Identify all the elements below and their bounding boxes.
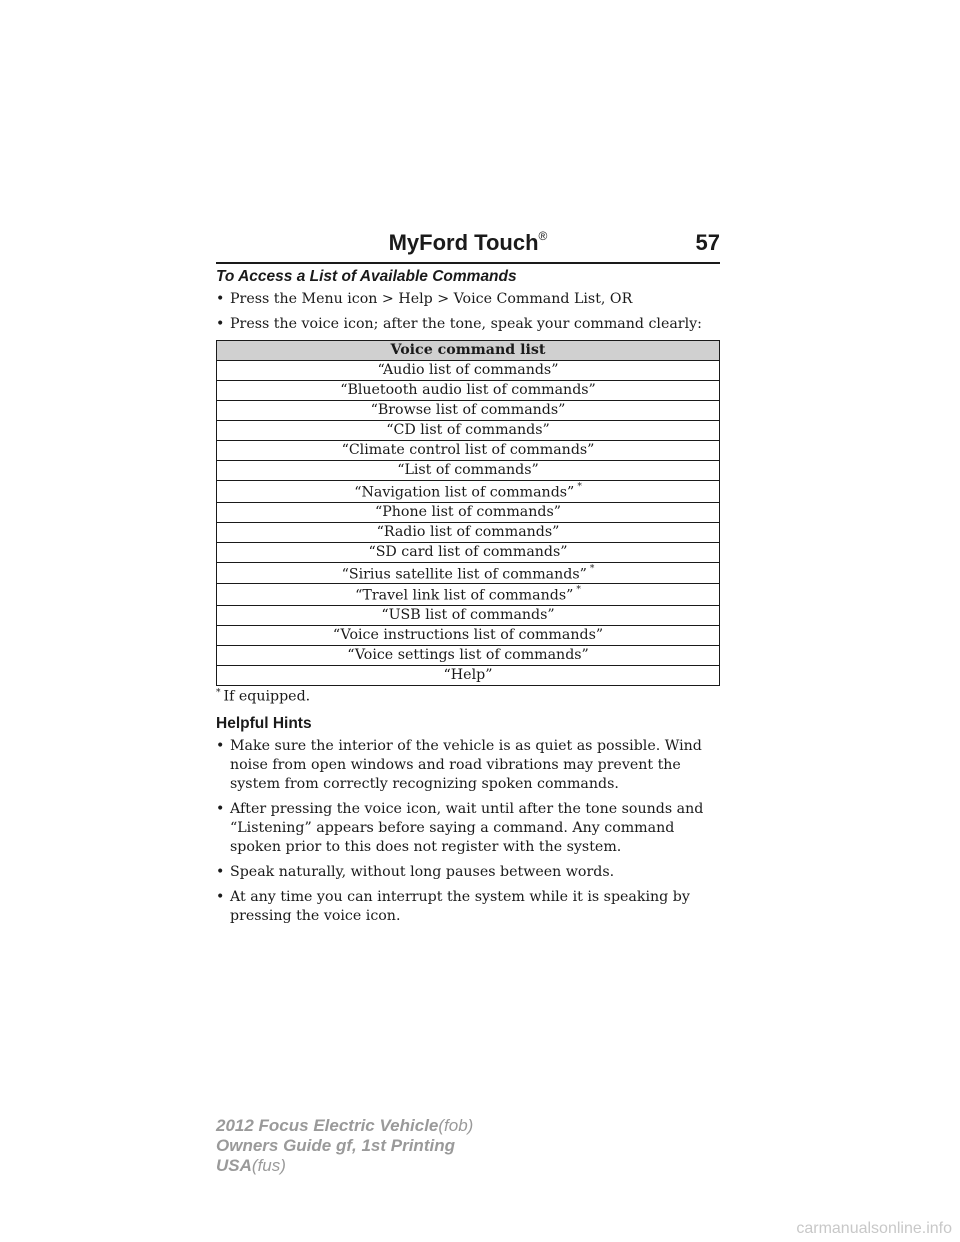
footer-guide: Owners Guide gf, 1st Printing [216, 1136, 455, 1155]
command-text: “Phone list of commands” [375, 503, 561, 520]
hints-bullet-list [216, 737, 720, 926]
command-text: “Audio list of commands” [377, 362, 559, 378]
table-row [217, 542, 720, 562]
footer-vehicle-code: (fob) [438, 1116, 474, 1135]
command-text: “Help” [443, 667, 493, 684]
table-cell [217, 542, 720, 562]
footer-line-3 [216, 1156, 473, 1176]
footer-market: USA [216, 1156, 252, 1175]
table-cell [217, 606, 720, 626]
command-text: “Voice settings list of commands” [347, 647, 589, 664]
table-row [217, 522, 720, 542]
list-item [216, 290, 720, 309]
bullet-text: Press the voice icon; after the tone, speak your command clearly: [230, 316, 702, 332]
table-row [217, 401, 720, 421]
table-row [217, 626, 720, 646]
page-footer [216, 1116, 473, 1176]
list-item [216, 737, 720, 794]
section-heading-commands: To Access a List of Available Commands [216, 268, 517, 285]
footer-line-1 [216, 1116, 473, 1136]
bullet-text: Make sure the interior of the vehicle is as quiet as possible. Wind noise from open windows and road vibrations may prevent the system from correctly recognizing spoken commands. [230, 737, 702, 792]
voice-command-table [216, 340, 720, 686]
table-row [217, 361, 720, 381]
page-content [216, 268, 720, 932]
table-cell [217, 522, 720, 542]
table-cell [217, 401, 720, 421]
section-heading-hints: Helpful Hints [216, 714, 312, 732]
bullet-icon: • [216, 888, 225, 905]
footer-vehicle: 2012 Focus Electric Vehicle [216, 1116, 439, 1135]
command-text: “Navigation list of commands” [354, 484, 575, 501]
table-cell [217, 626, 720, 646]
page-number: 57 [695, 230, 720, 255]
command-text: “Voice instructions list of commands” [332, 627, 604, 644]
footnote-mark: * [577, 482, 582, 492]
table-row [217, 481, 720, 503]
bullet-icon: • [216, 800, 225, 817]
command-text: “SD card list of commands” [368, 543, 568, 560]
table-row [217, 502, 720, 522]
footnote-mark: * [576, 585, 581, 596]
list-item [216, 800, 720, 857]
bullet-text: Speak naturally, without long pauses between words. [230, 863, 615, 880]
table-header: Voice command list [217, 341, 720, 361]
registered-mark: ® [538, 228, 548, 243]
command-text: “Sirius satellite list of commands” [341, 566, 587, 583]
voice-command-rows [217, 361, 720, 686]
bullet-text: Press the Menu icon > Help > Voice Command List, OR [230, 291, 633, 307]
table-cell [217, 646, 720, 666]
command-text: “Browse list of commands” [370, 402, 566, 418]
page-title [216, 230, 720, 256]
footer-market-code: (fus) [251, 1156, 286, 1175]
table-footnote [216, 688, 720, 705]
footnote-mark: * [216, 688, 221, 699]
bullet-icon: • [216, 737, 225, 754]
table-row [217, 606, 720, 626]
commands-bullet-list [216, 290, 720, 334]
table-row [217, 584, 720, 606]
bullet-text: After pressing the voice icon, wait until after the tone sounds and “Listening” appears before saying a command. Any command spoken prior to this does not register with the system. [230, 800, 704, 855]
footer-line-2 [216, 1136, 473, 1156]
table-cell [217, 421, 720, 441]
table-row [217, 381, 720, 401]
site-watermark: carmanualsonline.info [796, 1220, 952, 1237]
table-cell [217, 441, 720, 461]
footnote-text: If equipped. [223, 688, 311, 705]
footnote-mark: * [589, 563, 595, 574]
table-cell [217, 381, 720, 401]
command-text: “Radio list of commands” [376, 523, 560, 540]
table-row [217, 461, 720, 481]
bullet-text: At any time you can interrupt the system while it is speaking by pressing the voice icon. [230, 888, 690, 924]
command-text: “List of commands” [397, 462, 539, 478]
table-row [217, 562, 720, 584]
bullet-icon: • [216, 316, 225, 332]
command-text: “USB list of commands” [381, 607, 555, 624]
list-item [216, 315, 720, 334]
command-text: “Bluetooth audio list of commands” [340, 382, 596, 398]
list-item [216, 888, 720, 926]
table-row [217, 666, 720, 686]
table-row [217, 646, 720, 666]
bullet-icon: • [216, 291, 225, 307]
table-cell [217, 666, 720, 686]
command-text: “Climate control list of commands” [341, 442, 595, 458]
table-cell [217, 562, 720, 584]
table-cell [217, 361, 720, 381]
bullet-icon: • [216, 863, 225, 880]
command-text: “CD list of commands” [386, 422, 550, 438]
table-header-row [217, 341, 720, 361]
table-row [217, 441, 720, 461]
page-title-text: MyFord Touch [388, 230, 539, 255]
table-row [217, 421, 720, 441]
table-cell [217, 481, 720, 503]
page-header [216, 226, 720, 264]
table-cell [217, 584, 720, 606]
list-item [216, 863, 720, 882]
table-cell [217, 461, 720, 481]
table-cell [217, 502, 720, 522]
command-text: “Travel link list of commands” [355, 588, 574, 605]
